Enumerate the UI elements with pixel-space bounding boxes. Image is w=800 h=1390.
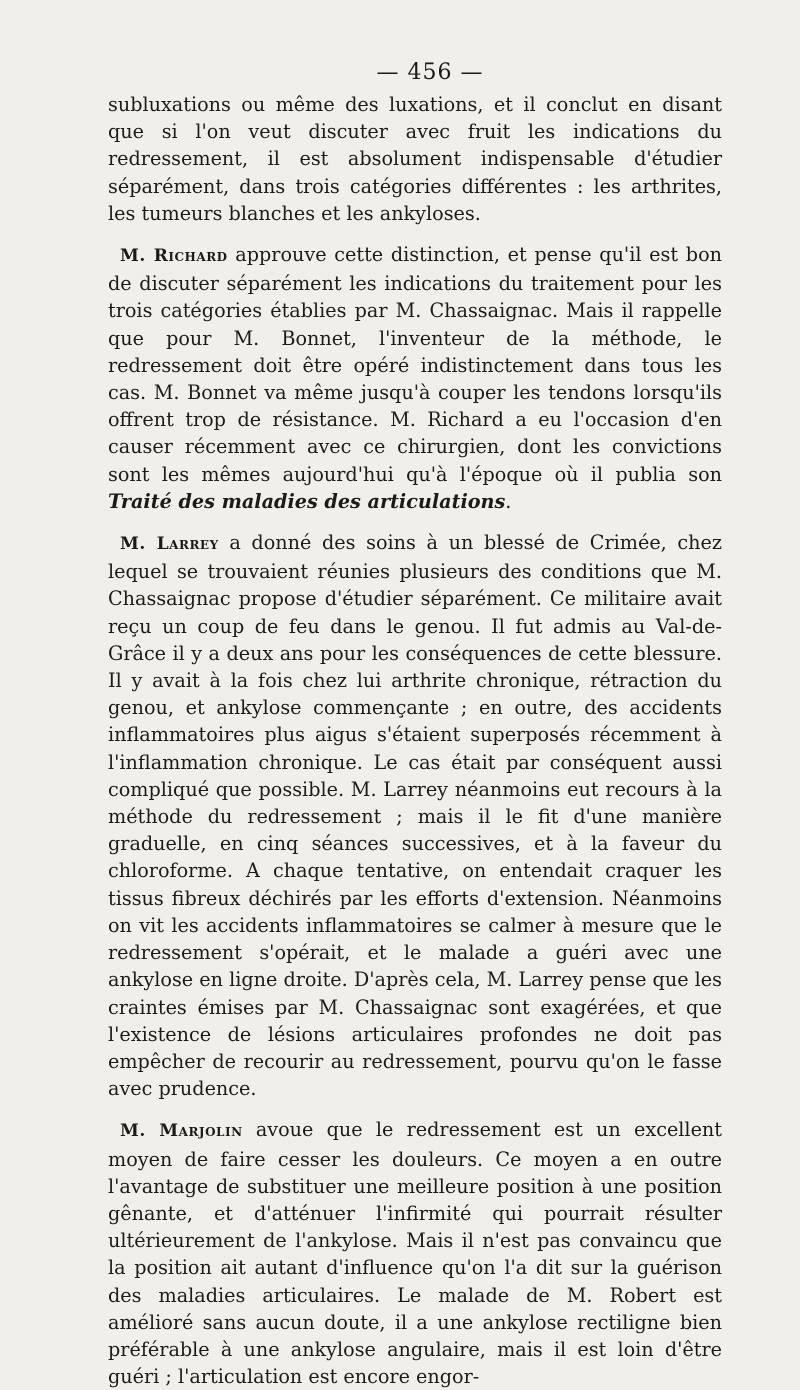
paragraph-text: avoue que le redressement est un excellent moyen de faire cesser les douleurs. Ce moyen a en outre l'avantage de substituer une meilleure position à une position gênante, et d'atténuer l'infirmité qui pourrait résulter ultérieurement de l'ankylose. Mais il n'est pas convaincu que la position ait autant d'influence qu'on l'a dit sur la guérison des maladies articulaires. Le malade de M. Robert est amélioré sans aucun doute, il a une ankylose rectiligne bien préférable à une ankylose angulaire, mais il est loin d'être guéri ; l'articulation est encore engor- (108, 1118, 722, 1389)
paragraph-continuation (108, 91, 722, 227)
paragraph-text: approuve cette distinction, et pense qu'il est bon de discuter séparément les indications du traitement pour les trois catégories établies par M. Chassaignac. Mais il rappelle que pour M. Bonnet, l'inventeur de la méthode, le redressement doit être opéré indistinctement dans tous les cas. M. Bonnet va même jusqu'à couper les tendons lorsqu'ils offrent trop de résistance. M. Richard a eu l'occasion d'en causer récemment avec ce chirurgien, dont les convictions sont les mêmes aujourd'hui qu'à l'époque où il publia son (108, 243, 722, 486)
speaker-name: M. Richard (120, 246, 228, 267)
speaker-name: M. Marjolin (120, 1121, 243, 1142)
paragraph-end: . (505, 489, 512, 513)
paragraph-text: a donné des soins à un blessé de Crimée, chez lequel se trouvaient réunies plusieurs des conditions que M. Chassaignac propose d'étudier séparément. Ce militaire avait reçu un coup de feu dans le genou. Il fut admis au Val-de-Grâce il y a deux ans pour les conséquences de cette blessure. Il y avait à la fois chez lui arthrite chronique, rétraction du genou, et ankylose commençante ; en outre, des accidents inflammatoires plus aigus s'étaient superposés récemment à l'inflammation chronique. Le cas était par conséquent aussi compliqué que possible. M. Larrey néanmoins eut recours à la méthode du redressement ; mais il le fit d'une manière graduelle, en cinq séances successives, et à la faveur du chloroforme. A chaque tentative, on entendait craquer les tissus fibreux déchirés par les efforts d'extension. Néanmoins on vit les accidents inflammatoires se calmer à mesure que le redressement s'opérait, et le malade a guéri avec une ankylose en ligne droite. D'après cela, M. Larrey pense que les craintes émises par M. Chassaignac sont exagérées, et que l'existence de lésions articulaires profondes ne doit pas empêcher de recourir au redressement, pourvu qu'on le fasse avec prudence. (108, 531, 722, 1101)
paragraph-richard (108, 241, 722, 515)
paragraph-text: subluxations ou même des luxations, et il conclut en disant que si l'on veut discuter avec fruit les indications du redressement, il est absolument indispensable d'étudier séparément, dans trois catégories différentes : les arthrites, les tumeurs blanches et les ankyloses. (108, 93, 722, 225)
book-title: Traité des maladies des articulations (108, 489, 506, 513)
paragraph-marjolin (108, 1116, 722, 1390)
page-number: — 456 — (376, 60, 484, 85)
paragraph-larrey (108, 529, 722, 1102)
speaker-name: M. Larrey (120, 534, 219, 555)
